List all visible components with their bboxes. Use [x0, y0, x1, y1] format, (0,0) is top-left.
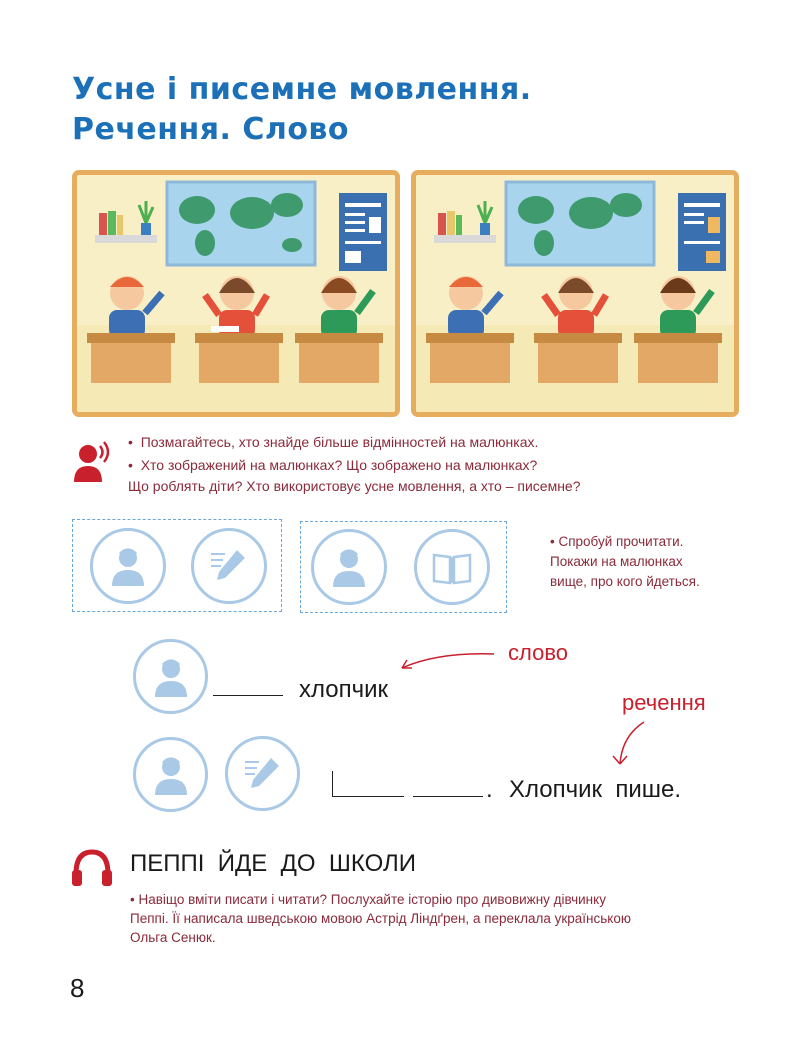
pencil-icon: [207, 544, 251, 588]
read-hint-line-1: • Спробуй прочитати.: [550, 534, 684, 549]
read-hint-line-3: вище, про кого йдеться.: [550, 574, 700, 589]
word-arrow-icon: [398, 648, 498, 674]
word-example: хлопчик: [299, 676, 389, 703]
page-number: 8: [70, 973, 85, 1003]
sentence-blank-line-1: [332, 796, 404, 797]
page-title-line2: Речення. Слово: [72, 112, 350, 147]
sentence-speaker-circle: [133, 737, 208, 812]
instruction-line-3: Що роблять діти? Хто використовує усне мовлення, а хто – писемне?: [128, 478, 581, 494]
sentence-arrow-icon: [608, 718, 648, 770]
classroom-illustration-left: [72, 170, 400, 417]
reading-circle: [414, 529, 490, 605]
section-text-line-1: • Навіщо вміти писати і читати? Послухайте історію про дивовижну дівчинку: [130, 892, 606, 907]
word-speaker-circle: [133, 639, 208, 714]
person-icon: [149, 753, 193, 797]
bullet-icon: •: [130, 892, 139, 907]
bullet-icon: •: [128, 434, 141, 450]
instruction-line-1: • Позмагайтесь, хто знайде більше відмінностей на малюнках.: [128, 434, 539, 450]
sentence-label: речення: [622, 690, 706, 715]
sentence-writing-circle: [225, 736, 300, 811]
person-icon: [327, 545, 371, 589]
bullet-icon: •: [128, 457, 141, 473]
headphones-icon: [70, 848, 114, 888]
speaker-circle: [311, 529, 387, 605]
speaker-circle: [90, 528, 166, 604]
instruction-line-2: • Хто зображений на малюнках? Що зображено на малюнках?: [128, 457, 538, 473]
person-icon: [106, 544, 150, 588]
word-label: слово: [508, 640, 568, 665]
pencil-icon: [241, 752, 285, 796]
word-blank-line: [213, 695, 283, 696]
sentence-start-mark: [332, 771, 333, 797]
writing-circle: [191, 528, 267, 604]
sentence-blank-line-2: [413, 796, 483, 797]
page-title-line1: Усне і писемне мовлення.: [72, 72, 532, 107]
section-title: ПЕППІ ЙДЕ ДО ШКОЛИ: [130, 850, 416, 877]
read-hint-line-2: Покажи на малюнках: [550, 554, 683, 569]
sentence-period: .: [486, 776, 493, 803]
bullet-icon: •: [550, 534, 559, 549]
speaking-writing-box: [72, 519, 282, 612]
section-text-line-2: Пеппі. Її написала шведською мовою Астрід Ліндґрен, а переклала українською: [130, 911, 631, 926]
speaking-reading-box: [300, 521, 507, 613]
speaking-person-icon: [72, 440, 112, 482]
section-text-line-3: Ольга Сенюк.: [130, 930, 216, 945]
book-icon: [430, 545, 474, 589]
person-icon: [149, 655, 193, 699]
sentence-example: Хлопчик пише.: [509, 776, 682, 803]
classroom-illustration-right: [411, 170, 739, 417]
